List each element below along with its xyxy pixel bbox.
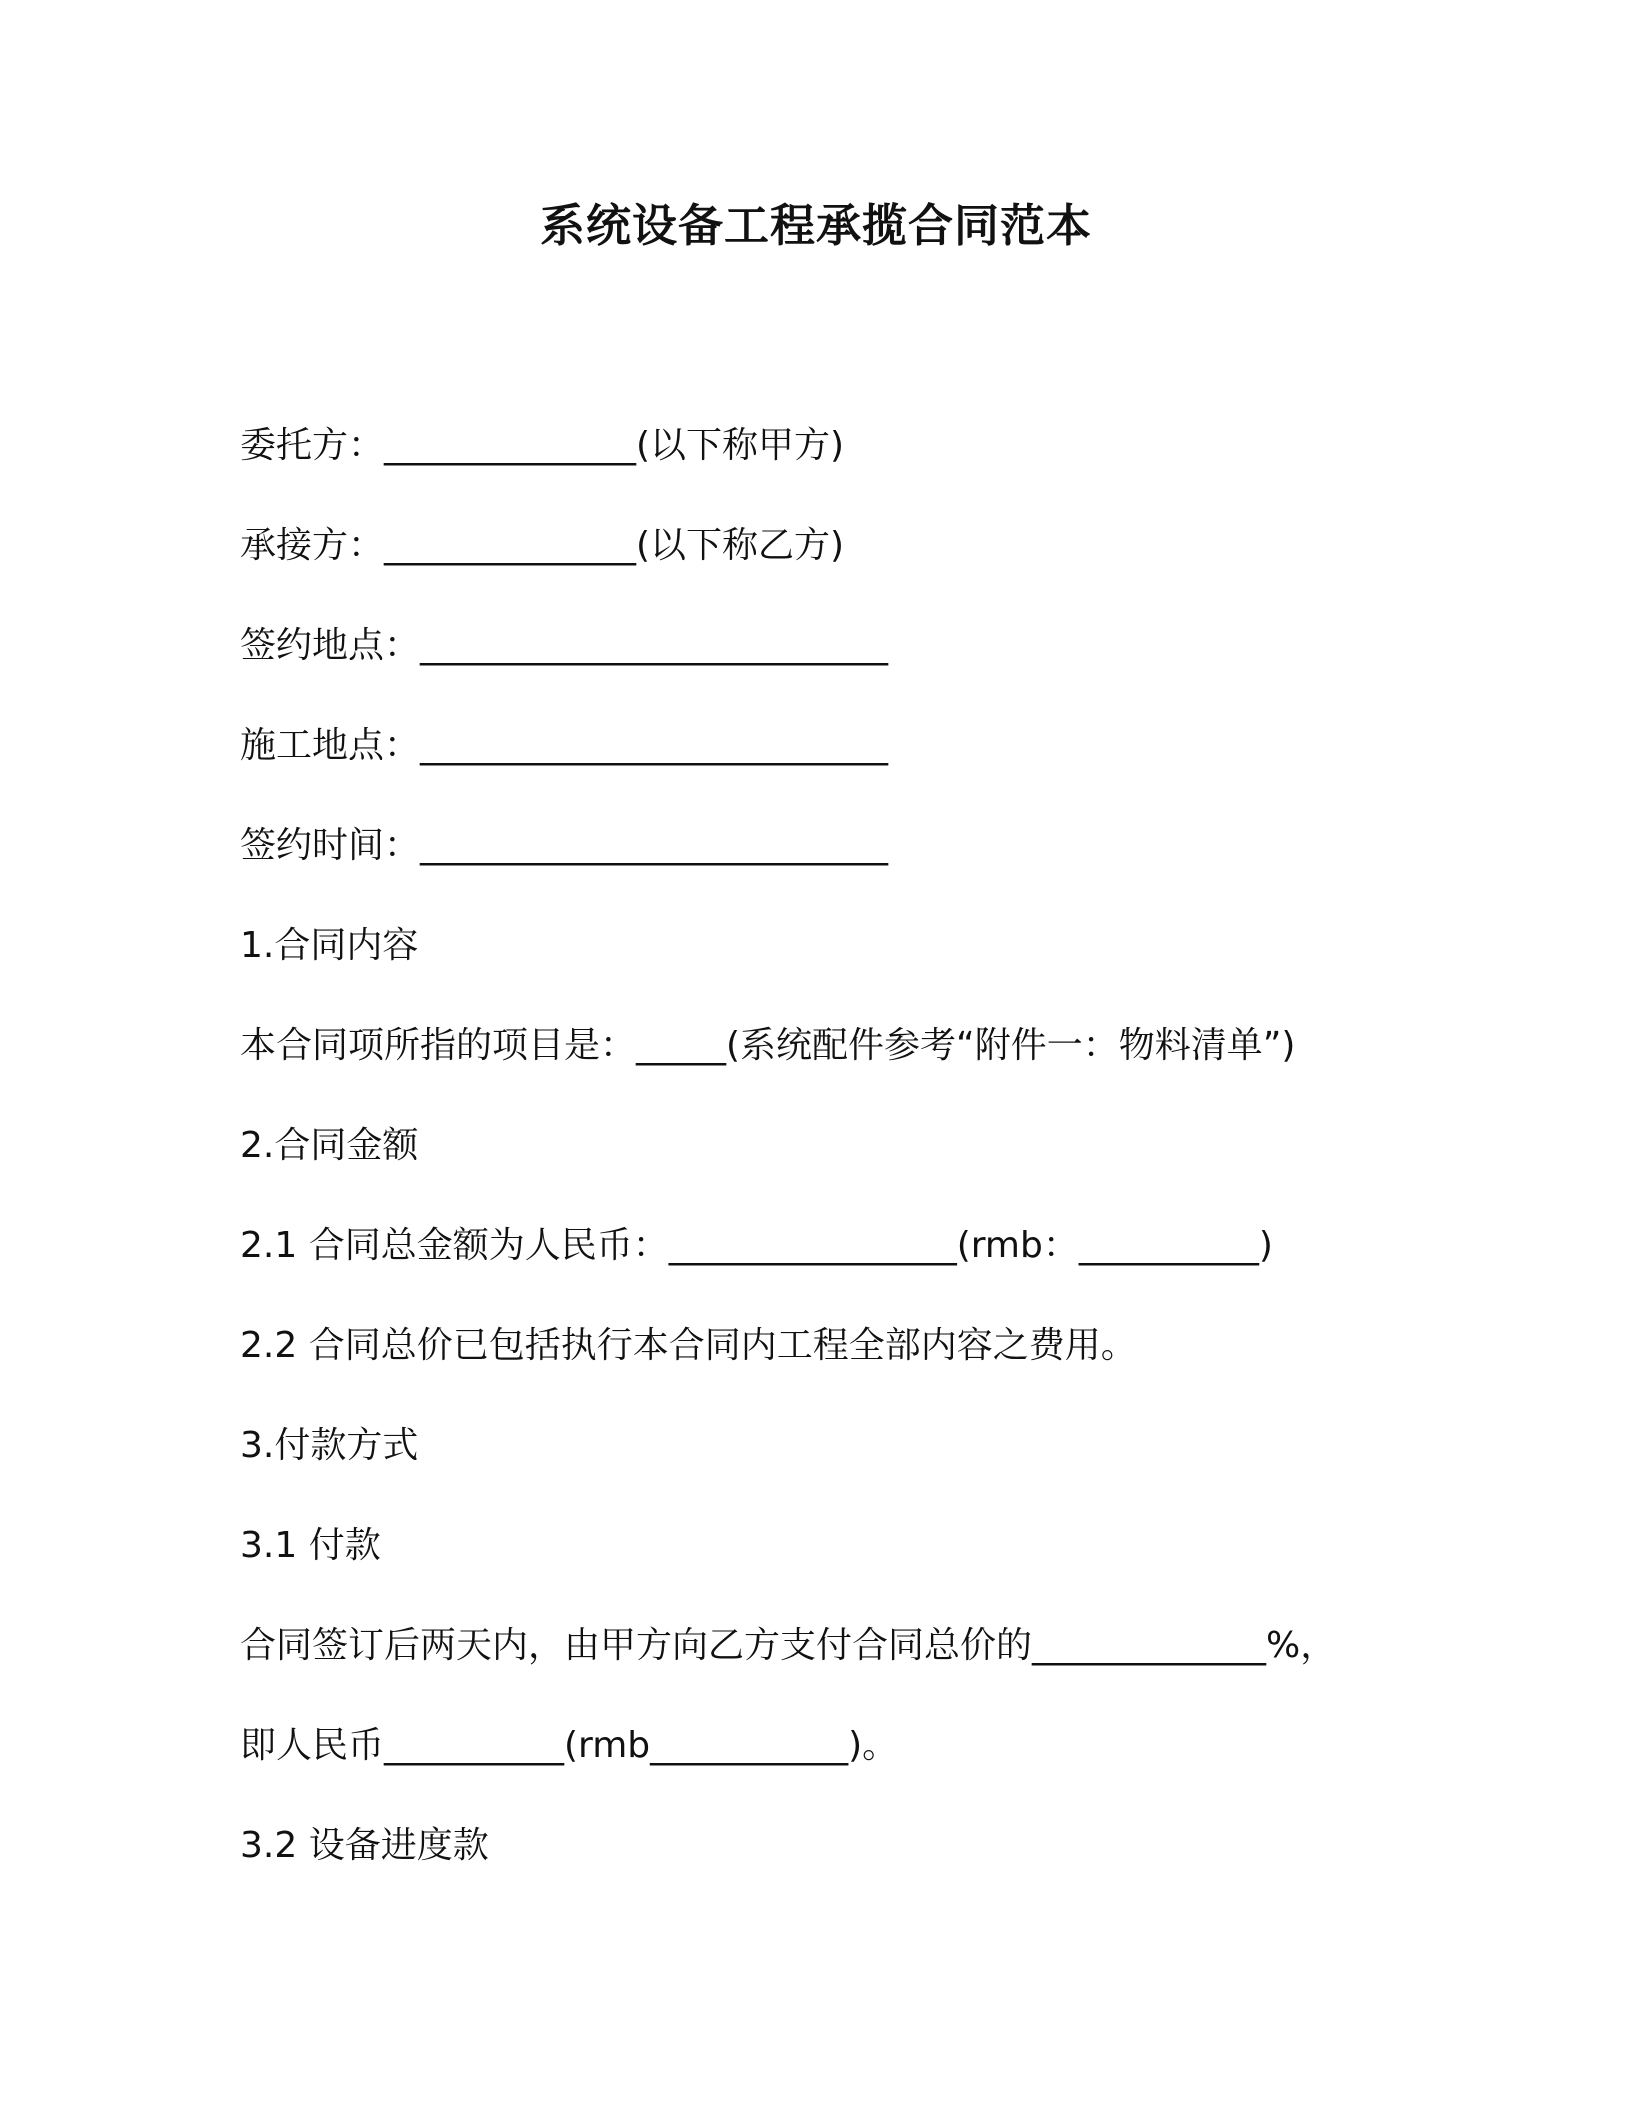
signing-place-line: 签约地点：__________________________ xyxy=(240,625,889,666)
document-title: 系统设备工程承揽合同范本 xyxy=(539,199,1092,252)
signing-time-line: 签约时间：__________________________ xyxy=(240,825,889,866)
section-2-heading: 2.合同金额 xyxy=(240,1125,419,1166)
section-2-1-text: 2.1 合同总金额为人民币：________________(rmb：__________) xyxy=(240,1225,1273,1266)
section-2-2-text: 2.2 合同总价已包括执行本合同内工程全部内容之费用。 xyxy=(240,1325,1137,1366)
contractor-party-line: 承接方：______________(以下称乙方) xyxy=(240,525,845,566)
client-party-line: 委托方：______________(以下称甲方) xyxy=(240,425,845,466)
section-1-text: 本合同项所指的项目是：_____(系统配件参考“附件一：物料清单”) xyxy=(240,1025,1296,1066)
section-3-2-heading: 3.2 设备进度款 xyxy=(240,1825,489,1866)
section-3-1-heading: 3.1 付款 xyxy=(240,1525,381,1566)
section-3-1-text: 合同签订后两天内，由甲方向乙方支付合同总价的_____________%， xyxy=(240,1625,1337,1666)
construction-place-line: 施工地点：__________________________ xyxy=(240,725,889,766)
section-3-heading: 3.付款方式 xyxy=(240,1425,419,1466)
section-1-heading: 1.合同内容 xyxy=(240,925,419,966)
section-3-1-amount-text: 即人民币__________(rmb___________)。 xyxy=(240,1725,899,1766)
